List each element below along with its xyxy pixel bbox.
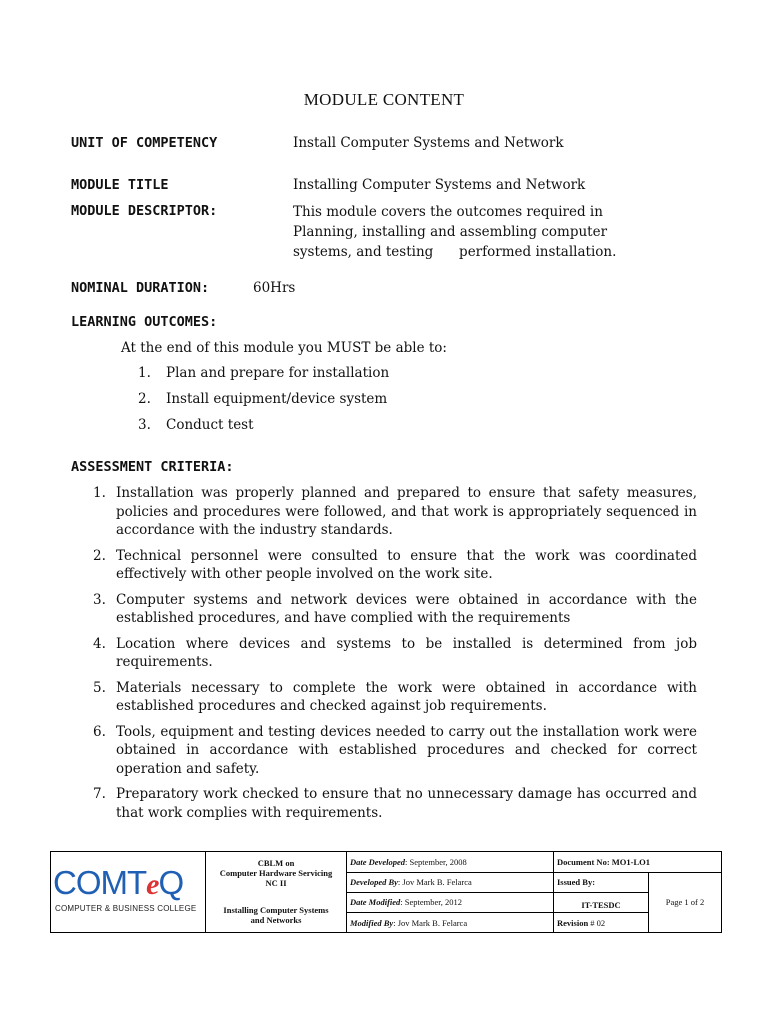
duration-label: NOMINAL DURATION: [71,280,210,296]
list-item: 5. Materials necessary to complete the work were obtained in accordance with established procedures and checked against job requirements. [93,679,697,714]
list-item: 1. Plan and prepare for installation [138,365,390,381]
learning-outcomes-list [138,365,389,443]
list-item: 4. Location where devices and systems to be installed is determined from job requirements. [93,635,697,670]
list-item: 6. Tools, equipment and testing devices needed to carry out the installation work were obtained in accordance with established procedures and checked for correct operation and safety. [93,723,697,777]
developed-by: Developed By: Jov Mark B. Felarca [350,877,472,887]
descriptor-line: This module covers the outcomes required in [293,204,603,220]
list-item: 3. Conduct test [138,417,254,433]
date-modified: Date Modified: September, 2012 [350,897,463,907]
module-name: Installing Computer Systems and Networks [223,905,329,925]
list-item: 7. Preparatory work checked to ensure that no unnecessary damage has occurred and that work complies with requirements. [93,786,697,821]
modified-by: Modified By: Jov Mark B. Felarca [350,918,468,928]
footer-table [50,851,722,933]
page-title: MODULE CONTENT [303,90,465,109]
unit-label: UNIT OF COMPETENCY [71,135,218,151]
date-developed: Date Developed: September, 2008 [350,857,467,867]
college-logo: COMT e Q COMPUTER & BUSINESS COLLEGE [53,864,197,913]
revision: Revision # 02 [557,918,606,928]
list-item: 2. Install equipment/device system [138,391,388,407]
assessment-criteria-list [93,484,697,829]
module-title-label: MODULE TITLE [71,177,169,193]
descriptor-line: Planning, installing and assembling computer [293,224,608,240]
learning-intro: At the end of this module you MUST be able to: [121,340,447,356]
page-number: Page 1 of 2 [665,897,705,907]
list-item: 3. Computer systems and network devices were obtained in accordance with the established procedures, and have complied with the requirements [93,591,697,626]
descriptor-label: MODULE DESCRIPTOR: [71,203,218,219]
descriptor-line: systems, and testing performed installation. [293,244,617,260]
assessment-criteria-label: ASSESSMENT CRITERIA: [71,459,234,475]
issuer: IT-TESDC [581,900,621,910]
unit-value: Install Computer Systems and Network [293,135,564,151]
issued-by: Issued By: [557,877,596,887]
descriptor-text [293,202,653,262]
list-item: 1. Installation was properly planned and prepared to ensure that safety measures, policies and procedures were followed, and that work is appropriately sequenced in accordance with the industry standards. [93,485,697,538]
duration-value: 60Hrs [253,280,296,296]
cblm-title: CBLM on Computer Hardware Servicing NC II [219,858,333,888]
module-title-value: Installing Computer Systems and Network [293,177,586,193]
document-no: Document No: MO1-LO1 [557,857,651,867]
learning-outcomes-label: LEARNING OUTCOMES: [71,314,218,330]
list-item: 2. Technical personnel were consulted to ensure that the work was coordinated effectively with other people involved on the work site. [93,547,697,582]
